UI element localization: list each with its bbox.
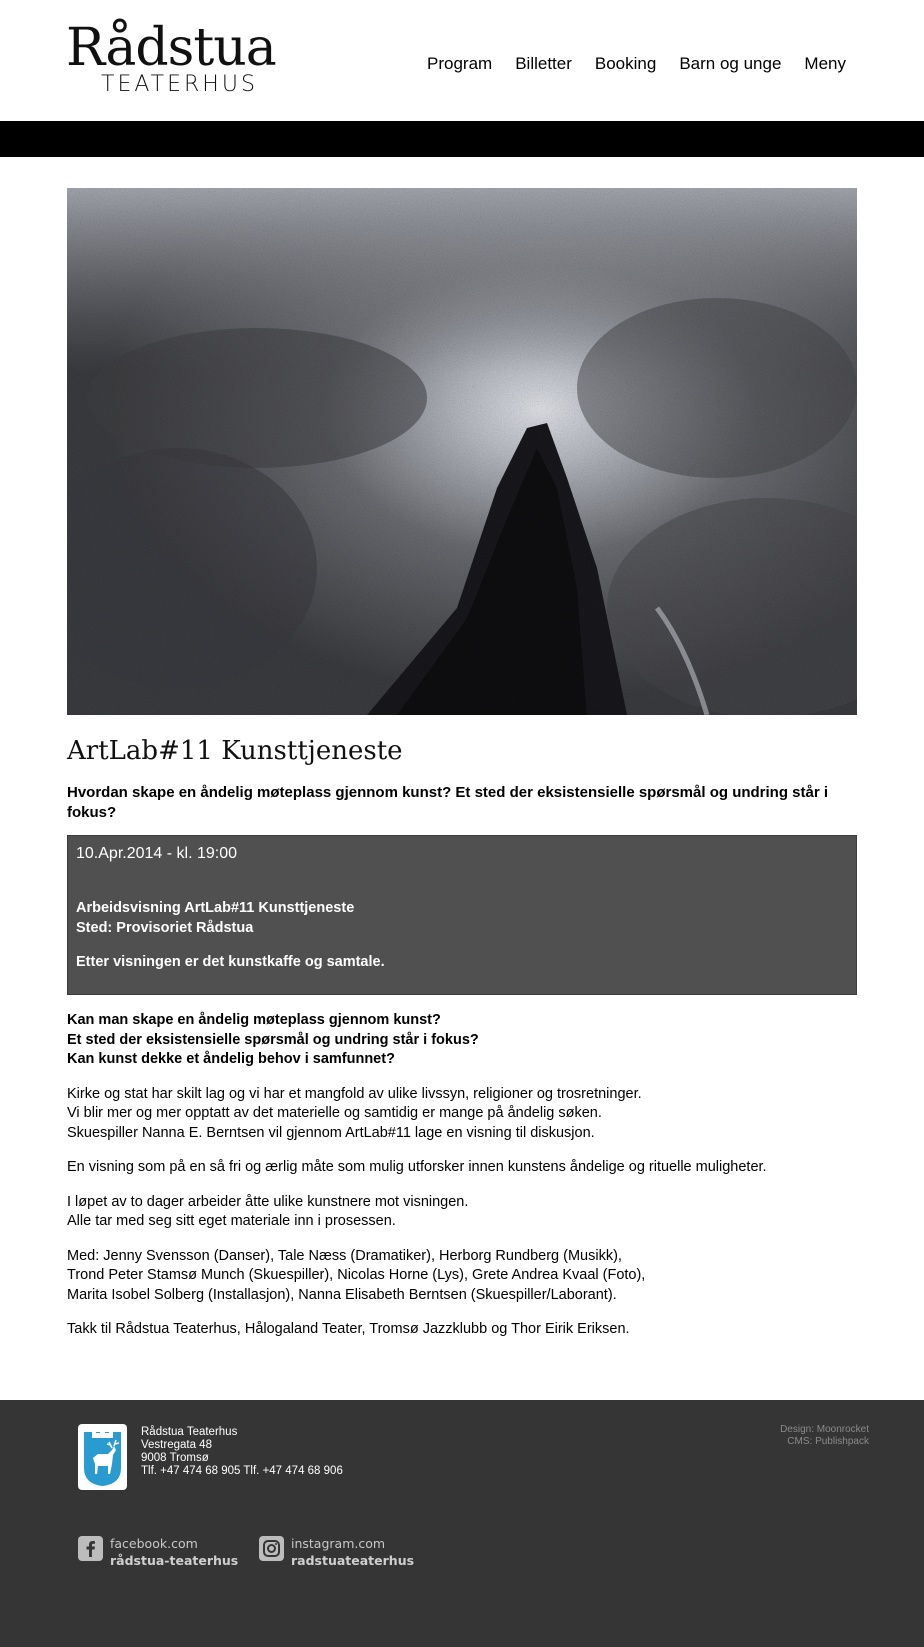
site-footer — [0, 1400, 924, 1647]
tromso-crest-icon — [78, 1424, 127, 1490]
header-divider-bar — [0, 121, 924, 157]
event-title-line: Arbeidsvisning ArtLab#11 Kunsttjeneste — [76, 900, 355, 916]
paragraph-line: Skuespiller Nanna E. Berntsen vil gjennom ArtLab#11 lage en visning til diskusjon. — [67, 1124, 595, 1141]
facebook-link[interactable] — [78, 1535, 238, 1569]
paragraph-line: Trond Peter Stamsø Munch (Skuespiller), Nicolas Horne (Lys), Grete Andrea Kvaal (Foto), — [67, 1267, 646, 1283]
instagram-site: instagram.com — [291, 1536, 386, 1551]
event-venue-line: Sted: Provisoriet Rådstua — [76, 920, 254, 936]
paragraph-line: Alle tar med seg sitt eget materiale inn i prosessen. — [67, 1213, 396, 1229]
address-phone[interactable]: Tlf. +47 474 68 905 Tlf. +47 474 68 906 — [141, 1465, 343, 1477]
paragraph-line: Marita Isobel Solberg (Installasjon), Nanna Elisabeth Berntsen (Skuespiller/Laborant). — [67, 1286, 617, 1303]
site-logo[interactable] — [66, 20, 286, 100]
address-line: 9008 Tromsø — [141, 1452, 209, 1464]
instagram-handle: radstuateaterhus — [291, 1553, 415, 1568]
charcoal-drawing — [67, 188, 857, 715]
paragraph-line: Med: Jenny Svensson (Danser), Tale Næss (Dramatiker), Herborg Rundberg (Musikk), — [67, 1247, 622, 1264]
nav-billetter[interactable]: Billetter — [515, 54, 572, 73]
address-line: Vestregata 48 — [141, 1439, 212, 1451]
main-nav — [404, 52, 846, 76]
logo-subtitle: TEATERHUS — [101, 72, 258, 97]
address-line: Rådstua Teaterhus — [141, 1426, 238, 1438]
paragraph-line: En visning som på en så fri og ærlig måte som mulig utforsker innen kunstens åndelige og rituelle muligheter. — [67, 1159, 767, 1175]
page-title: ArtLab#11 Kunsttjeneste — [67, 736, 403, 766]
footer-credits — [780, 1424, 869, 1448]
paragraph-line: I løpet av to dager arbeider åtte ulike kunstnere mot visningen. — [67, 1193, 469, 1210]
nav-program[interactable]: Program — [427, 54, 493, 73]
question-line: Kan man skape en åndelig møteplass gjennom kunst? — [67, 1012, 441, 1028]
footer-address — [141, 1426, 343, 1478]
facebook-icon — [78, 1536, 103, 1561]
article-lead: Hvordan skape en åndelig møteplass gjennom kunst? Et sted der eksistensielle spørsmål og undring står i fokus? — [67, 784, 829, 821]
credit-design-link[interactable]: Design: Moonrocket — [780, 1424, 869, 1435]
event-info-box — [67, 835, 857, 995]
facebook-handle: rådstua-teaterhus — [110, 1553, 239, 1568]
paragraph-line: Vi blir mer og mer opptatt av det materielle og samtidig er mange på åndelig søken. — [67, 1105, 602, 1121]
nav-booking[interactable]: Booking — [594, 54, 657, 73]
paragraph-line: Kirke og stat har skilt lag og vi har et mangfold av ulike livssyn, religioner og trosretninger. — [67, 1085, 642, 1102]
event-after-note: Etter visningen er det kunstkaffe og samtale. — [76, 954, 385, 970]
question-line: Et sted der eksistensielle spørsmål og undring står i fokus? — [67, 1031, 479, 1048]
instagram-link[interactable] — [259, 1535, 414, 1569]
nav-meny[interactable]: Meny — [804, 54, 846, 73]
nav-barn-og-unge[interactable]: Barn og unge — [679, 54, 782, 73]
paragraph-line: Takk til Rådstua Teaterhus, Hålogaland Teater, Tromsø Jazzklubb og Thor Eirik Eriksen. — [67, 1321, 630, 1337]
event-date: 10.Apr.2014 - kl. 19:00 — [76, 845, 237, 862]
credit-cms-link[interactable]: CMS: Publishpack — [787, 1436, 869, 1447]
logo-wordmark: Rådstua — [66, 18, 276, 78]
facebook-site: facebook.com — [110, 1536, 198, 1551]
question-line: Kan kunst dekke et åndelig behov i samfunnet? — [67, 1051, 395, 1067]
hero-image — [67, 188, 857, 715]
article — [67, 733, 857, 1340]
site-header — [0, 0, 924, 121]
instagram-icon — [259, 1536, 284, 1561]
